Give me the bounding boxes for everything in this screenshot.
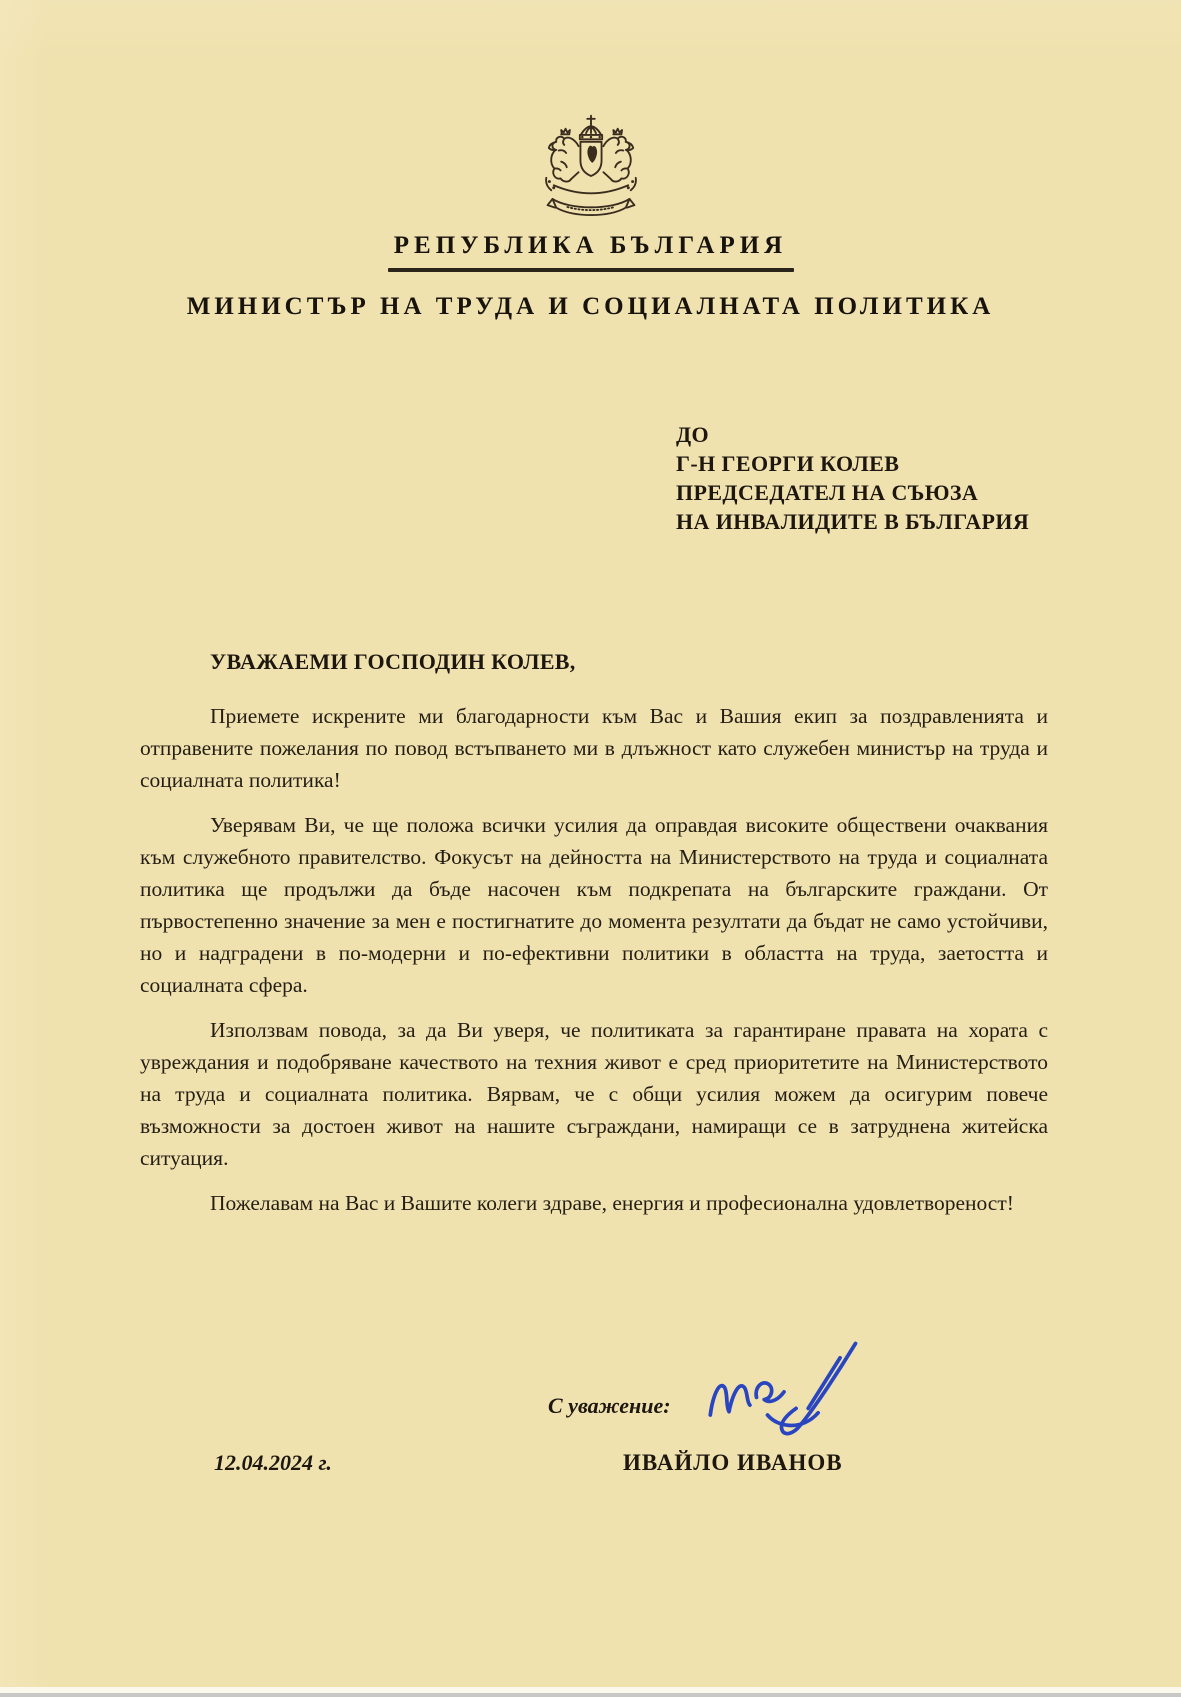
letter-body	[140, 646, 1048, 1232]
recipient-title-line1: ПРЕДСЕДАТЕЛ НА СЪЮЗА	[676, 480, 979, 505]
ministry-title: МИНИСТЪР НА ТРУДА И СОЦИАЛНАТА ПОЛИТИКА	[186, 293, 995, 320]
recipient-to: ДО	[676, 422, 710, 447]
handwritten-signature-icon	[700, 1338, 868, 1448]
salutation: УВАЖАЕМИ ГОСПОДИН КОЛЕВ,	[210, 649, 576, 674]
letter-date: 12.04.2024 г.	[214, 1450, 332, 1475]
paragraph-4: Пожелавам на Вас и Вашите колеги здраве, енергия и професионална удовлетвореност!	[210, 1191, 1014, 1215]
recipient-block	[676, 420, 1029, 536]
header-rule	[388, 268, 794, 272]
republic-title: РЕПУБЛИКА БЪЛГАРИЯ	[393, 232, 788, 259]
paragraph-2: Уверявам Ви, че ще положа всички усилия да оправдая високите обществени очаквания към служебното правителство. Фокусът на дейността на Министерството на труда и социалната политика ще продължи да бъде насочен към подкрепата на българските граждани. От първостепенно значение за мен е постигнатите до момента резултати да бъдат не само устойчиви, но и надградени в по-модерни и по-ефективни политики в областта на труда, заетостта и социалната сфера.	[140, 813, 1048, 997]
paragraph-3: Използвам повода, за да Ви уверя, че политиката за гарантиране правата на хората с увреждания и подобряване качеството на техния живот е сред приоритетите на Министерството на труда и социалната политика. Вярвам, че с общи усилия можем да осигурим повече възможности за достоен живот на нашите съграждани, намиращи се в затруднена житейска ситуация.	[140, 1018, 1048, 1170]
recipient-title-line2: НА ИНВАЛИДИТЕ В БЪЛГАРИЯ	[676, 509, 1030, 534]
scan-bottom-edge	[0, 1687, 1181, 1697]
paragraph-1: Приемете искрените ми благодарности към Вас и Вашия екип за поздравленията и отправените пожелания по повод встъпването ми в длъжност като служебен министър на труда и социалната политика!	[140, 704, 1048, 792]
closing-label: С уважение:	[548, 1393, 671, 1418]
bulgarian-coat-of-arms-icon	[527, 112, 655, 230]
recipient-name: Г-Н ГЕОРГИ КОЛЕВ	[676, 451, 900, 476]
signer-name: ИВАЙЛО ИВАНОВ	[623, 1450, 843, 1475]
